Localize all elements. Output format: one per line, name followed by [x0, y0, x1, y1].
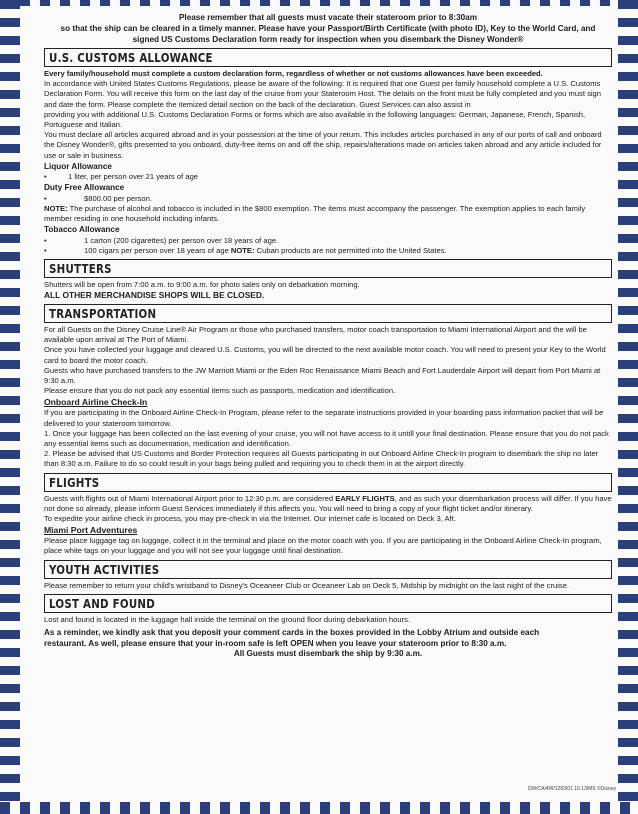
checkin-heading: Onboard Airline Check-In — [44, 397, 148, 408]
document-page — [44, 0, 616, 814]
flights-p1-rest: , and as such your disembarkation process will differ. If you have not done so already, please inform Guest Services immediately if this affects you. You will need to bring a copy of your flight ticket and/or itinerary. — [44, 493, 612, 513]
customs-p3: You must declare all articles acquired abroad and in your possession at the time of your return. This includes articles purchased in any of our ports of call and onboard the Disney Wonder®, gifts presented to you onboard, duty-free items on and off the ship, repairs/alterations made on articles taken abroad and any article included for use or sale in business. — [44, 130, 602, 160]
transportation-title: TRANSPORTATION — [49, 305, 157, 321]
lost-found-banner — [44, 594, 612, 613]
shutters-p1: Shutters will be open from 7:00 a.m. to 9:00 a.m. for photo sales only on debarkation morning. — [44, 279, 360, 289]
reminder-line-2: restaurant. As well, please ensure that your in-room safe is left OPEN when you leave your stateroom prior to 8:30 a.m. — [44, 638, 507, 648]
flights-p2: To expedite your airline check in process, you may pre-check in via the Internet. Our internet cafe is located on Deck 3, Aft. — [44, 513, 456, 523]
border-left — [0, 0, 20, 814]
flights-p1 — [44, 494, 612, 514]
vacate-line-1: Please remember that all guests must vacate their stateroom prior to 8:30am — [178, 13, 478, 22]
liquor-heading: Liquor Allowance — [44, 161, 112, 171]
early-flights-label: EARLY FLIGHTS — [335, 493, 395, 503]
customs-note — [44, 204, 612, 224]
transportation-p6: 1. Once your luggage has been collected on the last evening of your cruise, you will not have access to it untill your final destination. Please ensure that you do not pack any essential items such as documentation, medication and identification. — [44, 428, 609, 448]
flights-banner — [44, 473, 612, 492]
reminder-line-1: As a reminder, we kindly ask that you deposit your comment cards in the boxes provided in the Lobby Atrium and outside each — [44, 628, 540, 637]
vacate-line-2: so that the ship can be cleared in a timely manner. Please have your Passport/Birth Certificate (with photo ID), Key to the World Card, and — [60, 24, 596, 33]
flights-p3: Please place luggage tag on luggage, collect it in the terminal and place on the motor coach with you. If you are participating in the Onboard Airline Check-In program, place white tags on your luggage and you will not see your luggage until final destination. — [44, 536, 602, 556]
port-adventures-heading: Miami Port Adventures — [44, 525, 138, 536]
shutters-banner — [44, 259, 612, 278]
tobacco-item-2 — [44, 246, 612, 256]
shutters-title: SHUTTERS — [49, 260, 112, 276]
lost-found-p1: Lost and found is located in the luggage hall inside the terminal on the ground floor during debarkation hours. — [44, 614, 411, 624]
customs-p1: In accordance with United States Customs Regulations, please be aware of the following: It is required that one Guest per family household complete a U.S. Customs Declaration Form. You will receive this form on the last day of the cruise from your Stateroom Host. The details on the front must be fully completed and you must sign and date the form. Please complete the itemized detail section on the back of the declaration. Guest Services can also assist in — [44, 79, 601, 109]
transportation-p1: For all Guests on the Disney Cruise Line® Air Program or those who purchased transfers, motor coach transportation to Miami International Airport and the will be available upon arrival at The Port of Miami. — [44, 324, 587, 345]
border-right — [618, 0, 638, 814]
youth-banner — [44, 560, 612, 579]
duty-heading: Duty Free Allowance — [44, 183, 125, 193]
customs-banner — [44, 48, 612, 67]
tobacco-note-text: Cuban products are not permitted into the United States. — [254, 245, 447, 255]
note-label: NOTE: — [44, 203, 68, 213]
flights-title: FLIGHTS — [49, 474, 100, 490]
flights-p1-text: Guests with flights out of Miami International Airport prior to 12:30 p.m. are considered — [44, 493, 336, 503]
youth-title: YOUTH ACTIVITIES — [49, 561, 160, 577]
transportation-p2: Once you have collected your luggage and cleared U.S. Customs, you will be directed to the next available motor coach. You will need to present your Key to the World card to board the motor coach. — [44, 345, 606, 365]
tobacco-heading: Tobacco Allowance — [44, 225, 120, 235]
transportation-banner — [44, 304, 612, 323]
document-code: DW/CA/4W/1283/01.10.13/MS ©Disney — [527, 786, 616, 792]
tobacco-item-1: • 1 carton (200 cigarettes) per person over 18 years of age. — [44, 236, 612, 246]
lost-found-title: LOST AND FOUND — [49, 595, 155, 611]
transportation-p5: If you are participating in the Onboard Airline Check-In Program, please refer to the separate instructions provided in your boarding pass information packet that will be delivered to your stateroom tomorrow. — [44, 408, 604, 428]
note-text: The purchase of alcohol and tobacco is included in the $800 exemption. The items must accompany the passenger. The exemption applies to each family member residing in one household including infants. — [44, 203, 586, 224]
transportation-p7: 2. Please be advised that US Customs and Border Protection requires all Guests participating in out Onboard Airline Check-In program to disembark the ship no later than 8:30 a.m. Failure to do so could result in your bags being pulled and requiring you to check them in at the airport directly. — [44, 449, 599, 469]
tobacco-note-label: NOTE: — [230, 245, 255, 255]
vacate-notice — [44, 12, 612, 45]
transportation-p4: Please ensure that you do not pack any essential items such as passports, medication and identification. — [44, 386, 396, 396]
customs-intro: Every family/household must complete a custom declaration form, regardless of whether or not customs allowances have been exceeded. — [44, 69, 543, 78]
vacate-line-3: signed US Customs Declaration form ready for inspection when you disembark the Disney Wonder® — [132, 35, 524, 44]
shutters-p2: ALL OTHER MERCHANDISE SHOPS WILL BE CLOSED. — [44, 289, 265, 300]
customs-p2: providing you with additional U.S. Customs Declaration Forms or forms which are also available in the following languages: German, Japanese, French, Spanish, Portuguese and Italian. — [44, 109, 586, 130]
customs-title: U.S. CUSTOMS ALLOWANCE — [49, 50, 213, 65]
transportation-p3: Guests who have purchased transfers to the JW Marriott Miami or the Eden Roc Renaissance Miami Beach and Fort Lauderdale Airport will depart from Port Miami at 9:30 a.m. — [44, 365, 601, 385]
youth-p1: Please remember to return your child's wristband to Disney's Oceaneer Club or Oceaneer Lab on Deck 5, Midship by midnight on the last night of the cruise. — [44, 580, 570, 590]
tobacco-item-2-text: 100 cigars per person over 18 years of age — [84, 245, 231, 255]
duty-item: • $800.00 per person. — [44, 194, 612, 204]
disembark-line: All Guests must disembark the ship by 9:30 a.m. — [233, 649, 423, 659]
liquor-item: • 1 liter, per person over 21 years of age — [44, 172, 612, 182]
